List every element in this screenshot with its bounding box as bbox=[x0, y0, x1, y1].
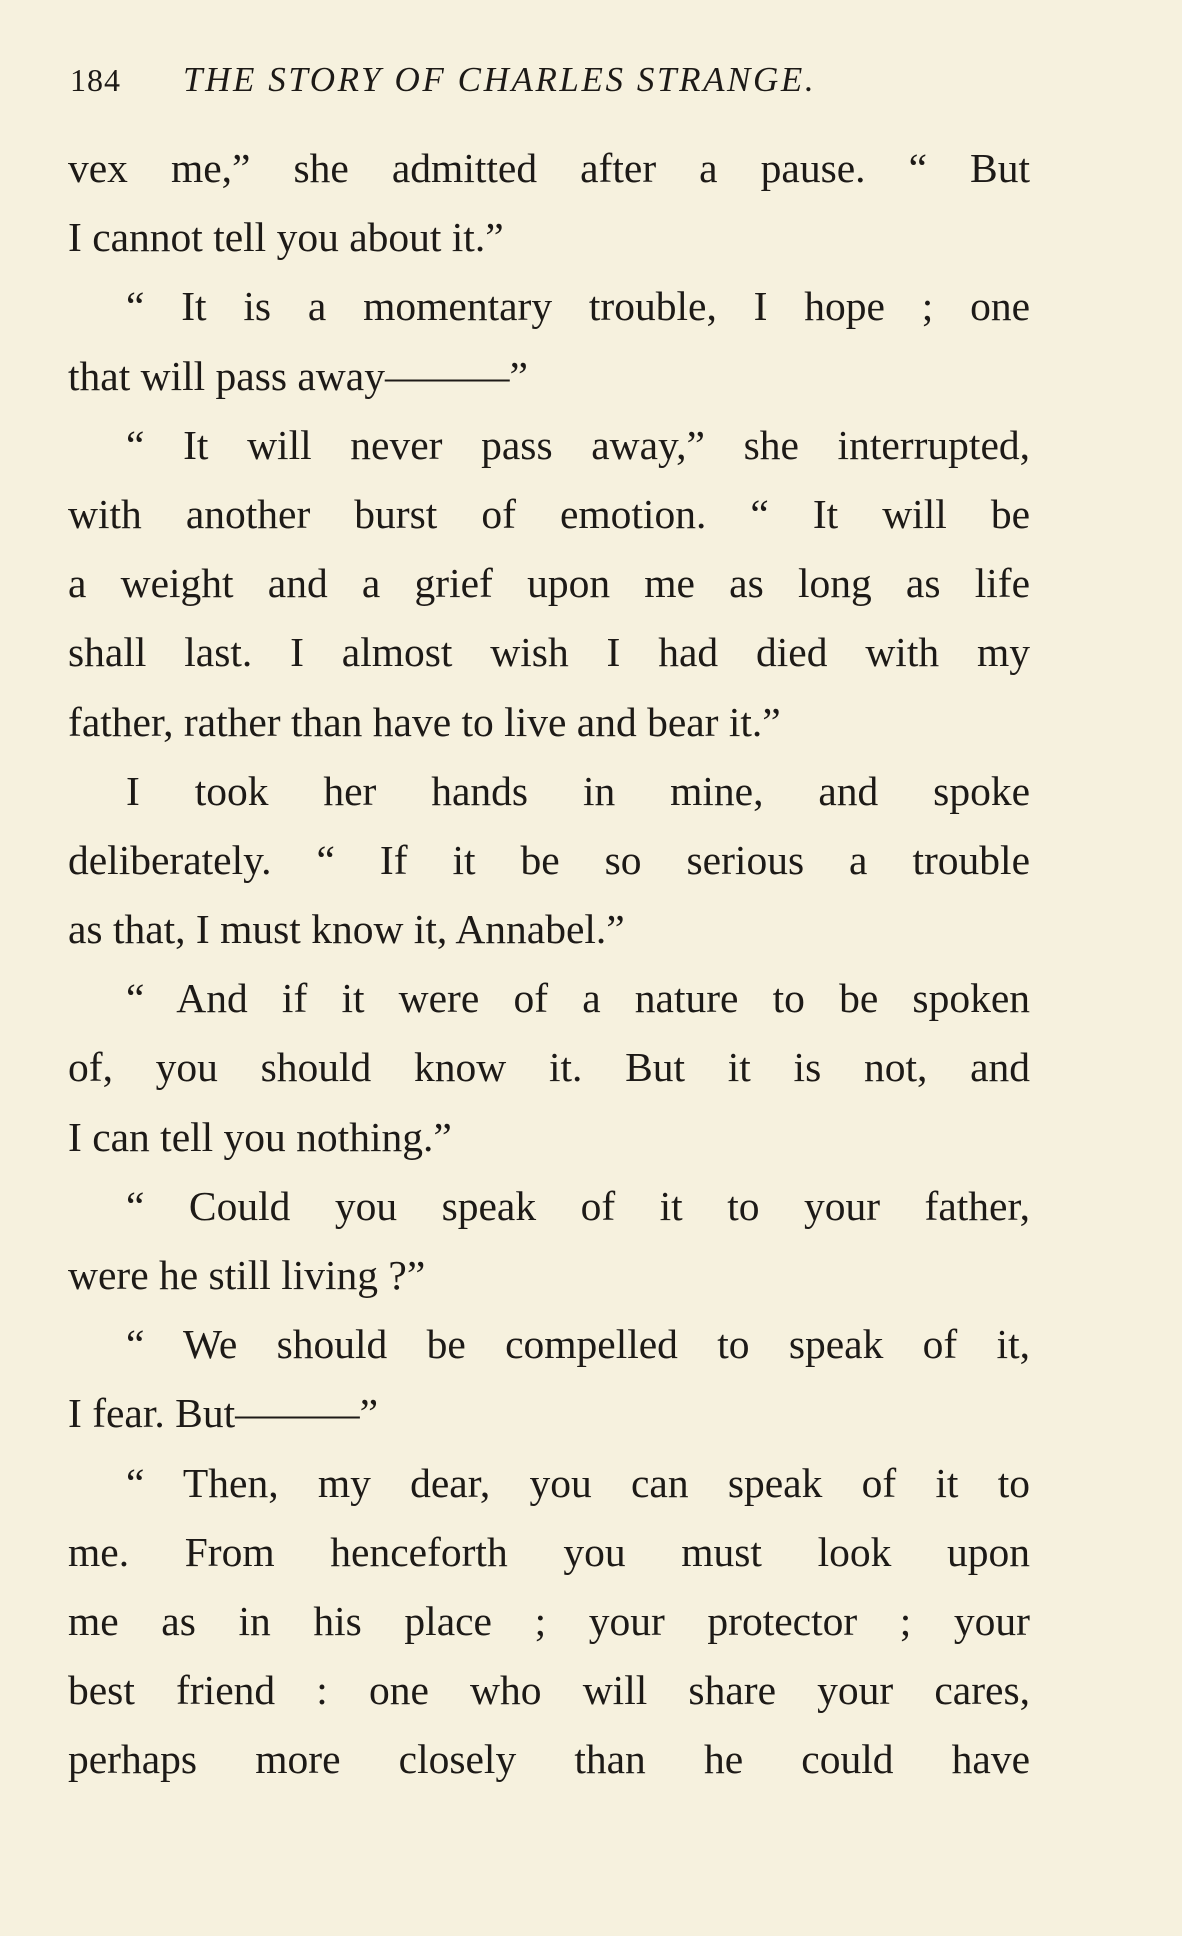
text-line: I cannot tell you about it.” bbox=[68, 214, 504, 261]
text-line: a weight and a grief upon me as long as life bbox=[68, 560, 1030, 607]
text-line: “ It is a momentary trouble, I hope ; one bbox=[126, 283, 1030, 330]
text-line: vex me,” she admitted after a pause. “ But bbox=[68, 145, 1030, 191]
text-line: with another burst of emotion. “ It will be bbox=[68, 490, 1030, 537]
text-line: that will pass away———” bbox=[68, 352, 528, 399]
page-number: 184 bbox=[70, 62, 121, 98]
text-line: “ Could you speak of it to your father, bbox=[126, 1182, 1030, 1229]
text-line: of, you should know it. But it is not, and bbox=[68, 1044, 1030, 1091]
text-line: as that, I must know it, Annabel.” bbox=[68, 906, 625, 953]
text-line: “ We should be compelled to speak of it, bbox=[126, 1321, 1030, 1368]
text-line: shall last. I almost wish I had died with my bbox=[68, 629, 1030, 676]
text-line: “ And if it were of a nature to be spoken bbox=[126, 975, 1030, 1022]
text-line: me. From henceforth you must look upon bbox=[68, 1528, 1030, 1575]
text-line: I can tell you nothing.” bbox=[68, 1113, 452, 1160]
text-line: father, rather than have to live and bear it.” bbox=[68, 698, 781, 745]
text-line: were he still living ?” bbox=[68, 1252, 426, 1298]
text-line: “ It will never pass away,” she interrupted, bbox=[126, 421, 1030, 468]
text-line: deliberately. “ If it be so serious a trouble bbox=[68, 836, 1030, 883]
text-line: me as in his place ; your protector ; your bbox=[68, 1597, 1030, 1644]
running-title: THE STORY OF CHARLES STRANGE. bbox=[183, 60, 817, 99]
text-line: I took her hands in mine, and spoke bbox=[126, 767, 1030, 814]
text-line: I fear. But———” bbox=[68, 1390, 379, 1437]
text-line: perhaps more closely than he could have bbox=[68, 1736, 1030, 1783]
running-head bbox=[70, 58, 1030, 108]
text-line: “ Then, my dear, you can speak of it to bbox=[126, 1459, 1030, 1506]
body-text bbox=[68, 134, 1030, 1795]
text-line: best friend : one who will share your cares, bbox=[68, 1667, 1030, 1714]
